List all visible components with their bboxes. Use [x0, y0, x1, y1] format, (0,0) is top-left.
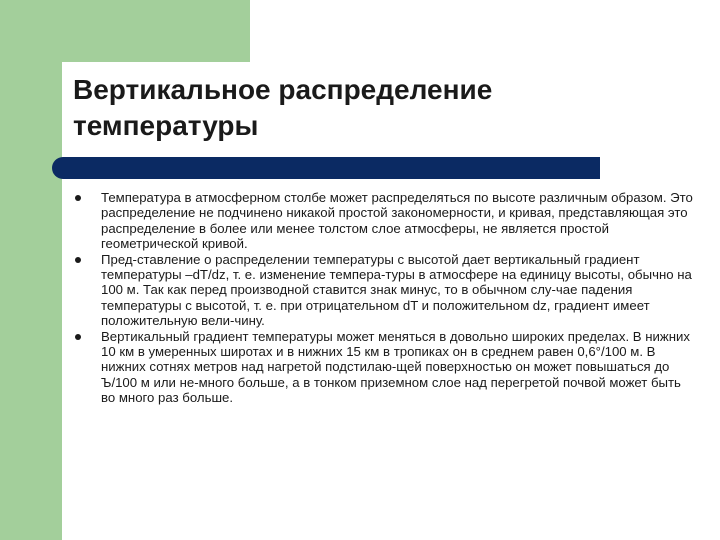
title-divider-bar — [52, 157, 600, 179]
bullet-dot-icon — [75, 334, 81, 340]
bullet-text-1: Температура в атмосферном столбе может распределяться по высоте различным образом. Это распределение не подчинено никакой простой закономерности, и кривая, представляющая это распределение в более или менее толстом слое атмосферы, не является простой геометрической кривой. — [101, 190, 693, 252]
slide-title: Вертикальное распределение температуры — [73, 74, 493, 141]
bullet-list — [73, 190, 698, 406]
bullet-item-2 — [73, 252, 698, 329]
bullet-text-3: Вертикальный градиент температуры может меняться в довольно широких пределах. В нижних 10 км в умеренных широтах и в нижних 15 км в тропиках он в среднем равен 0,6°/100 м. В нижних сотнях метров над нагретой подстилаю-щей поверхностью он может повышаться до Ъ/100 м или не-много больше, а в тонком приземном слое над перегретой почвой может быть во много раз больше. — [101, 328, 690, 406]
decor-green-block-side — [0, 0, 62, 540]
bullet-text-2: Пред-ставление о распределении температуры с высотой дает вертикальный градиент температуры –dT/dz, т. е. изменение темпера-туры в атмосфере на единицу высоты, обычно на 100 м. Так как перед производной ставится знак минус, то в обычном слу-чае падения температуры с высотой, т. е. при отрицательном dT и положительном dz, градиент имеет положительную вели-чину. — [101, 251, 692, 329]
bullet-item-3 — [73, 329, 698, 406]
bullet-item-1 — [73, 190, 698, 252]
bullet-dot-icon — [75, 257, 81, 263]
bullet-dot-icon — [75, 195, 81, 201]
